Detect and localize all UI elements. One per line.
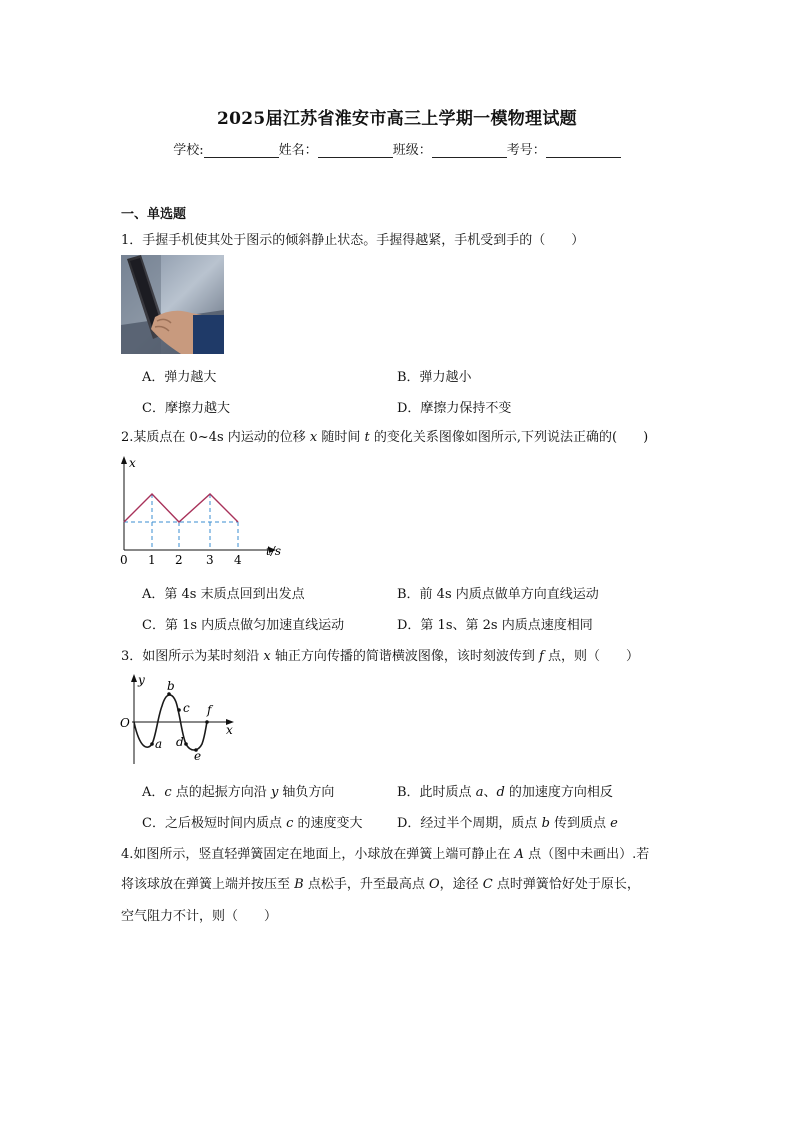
q2-stem-part: 的变化关系图像如图所示,下列说法正确的( ) [369,430,649,445]
q2-y-label: x [129,456,136,470]
q3-label-b: b [167,679,175,693]
q3-stem-var-f: f [539,649,544,664]
name-label: 姓名： [278,143,318,158]
q3-label-a: a [155,737,163,751]
q3-a-var: c [164,785,172,800]
q2-x-label-text: t/s [266,544,282,558]
q4-var-b: B [294,877,304,892]
q3-point-c [177,708,181,712]
question-3-stem [121,645,639,664]
q3-d-text: D．经过半个周期，质点 [397,816,542,831]
q3-point-f [205,720,209,724]
q3-point-a [150,742,154,746]
q3-a-text: 点的起振方向沿 [171,785,271,800]
q3-stem-part: 轴正方向传播的简谐横波图像，该时刻波传到 [270,649,540,664]
q3-b-var: a [475,785,484,800]
q2-stem-part: 随时间 [317,430,365,445]
q3-label-d: d [176,735,184,749]
q3-y-label: y [138,673,145,687]
q3-b-text: B．此时质点 [397,785,476,800]
school-blank[interactable] [204,144,279,158]
q3-c-text: 的速度变大 [293,816,363,831]
q4-text: 将该球放在弹簧上端并按压至 [121,877,295,892]
q3-x-label: x [226,723,233,737]
q3-option-d[interactable] [397,812,618,831]
q2-tick-0: 0 [120,553,128,567]
q2-option-d[interactable]: D．第 1s、第 2s 内质点速度相同 [397,618,593,633]
q1-option-d[interactable]: D．摩擦力保持不变 [397,401,512,416]
q4-text: 点松手，升至最高点 [303,877,429,892]
section-heading: 一、单选题 [121,207,187,222]
photo-illustration [121,255,224,354]
q4-text: ，途径 [439,877,483,892]
name-blank[interactable] [318,144,393,158]
question-2-stem [121,426,648,445]
q3-origin-label: O [120,716,130,730]
q1-option-a[interactable]: A．弹力越大 [142,370,217,385]
q4-text: 点（图中未画出）.若 [523,847,650,862]
q3-a-var: y [270,785,279,800]
q3-d-text: 传到质点 [549,816,611,831]
q1-option-c[interactable]: C．摩擦力越大 [142,401,230,416]
q3-option-c[interactable] [142,812,363,831]
class-blank[interactable] [432,144,507,158]
q2-tick-4: 4 [234,553,242,567]
q3-b-var: d [496,785,505,800]
q4-var-c: C [482,877,493,892]
q3-stem-part: 3．如图所示为某时刻沿 [121,649,264,664]
q2-y-axis-arrow [121,456,127,464]
exam-title: 2025届江苏省淮安市高三上学期一模物理试题 [217,109,577,129]
q3-b-text: 的加速度方向相反 [504,785,613,800]
phone-in-hand-photo [121,255,224,354]
q3-label-f: f [207,703,212,717]
q3-option-a[interactable] [142,781,334,800]
question-4-line-1 [121,843,649,862]
q2-stem-var-x: x [309,430,318,445]
q2-xt-graph [114,452,294,572]
q2-option-a[interactable]: A．第 4s 末质点回到出发点 [142,587,305,602]
q4-text: 4.如图所示，竖直轻弹簧固定在地面上，小球放在弹簧上端可静止在 [121,847,515,862]
question-4-line-3: 空气阻力不计，则（ ） [121,909,278,924]
q3-stem-var-x: x [263,649,271,664]
q3-b-text: 、 [483,785,497,800]
q3-label-e: e [194,749,202,763]
q3-wave-graph [116,670,246,770]
q3-option-b[interactable] [397,781,613,800]
q2-displacement-line [124,494,238,522]
q3-y-axis-arrow [131,674,137,682]
q3-stem-part: 点，则（ ） [543,649,639,664]
q3-c-var: c [286,816,294,831]
q3-c-text: C．之后极短时间内质点 [142,816,287,831]
q2-tick-3: 3 [206,553,214,567]
q3-label-c: c [183,701,190,715]
q4-var-o: O [428,877,440,892]
q3-a-text: 轴负方向 [278,785,335,800]
q3-d-var: b [541,816,550,831]
exam-no-blank[interactable] [546,144,621,158]
student-info-row [0,139,794,158]
q2-stem-var-t: t [364,430,370,445]
q1-option-b[interactable]: B．弹力越小 [397,370,472,385]
school-label: 学校: [173,143,204,158]
class-label: 班级： [392,143,432,158]
q4-var-a: A [514,847,524,862]
q3-d-var: e [610,816,618,831]
q2-tick-1: 1 [148,553,156,567]
q2-tick-2: 2 [175,553,183,567]
q3-point-d [184,742,188,746]
q2-option-c[interactable]: C．第 1s 内质点做匀加速直线运动 [142,618,345,633]
q2-stem-part: 2.某质点在 0~4s 内运动的位移 [121,430,310,445]
q2-x-label [266,544,281,558]
question-1-stem: 1．手握手机使其处于图示的倾斜静止状态。手握得越紧，手机受到手的（ ） [121,233,585,248]
q4-text: 点时弹簧恰好处于原长， [492,877,640,892]
q2-option-b[interactable]: B．前 4s 内质点做单方向直线运动 [397,587,599,602]
exam-no-label: 考号： [506,143,546,158]
q3-a-text: A． [142,785,165,800]
question-4-line-2 [121,873,640,892]
